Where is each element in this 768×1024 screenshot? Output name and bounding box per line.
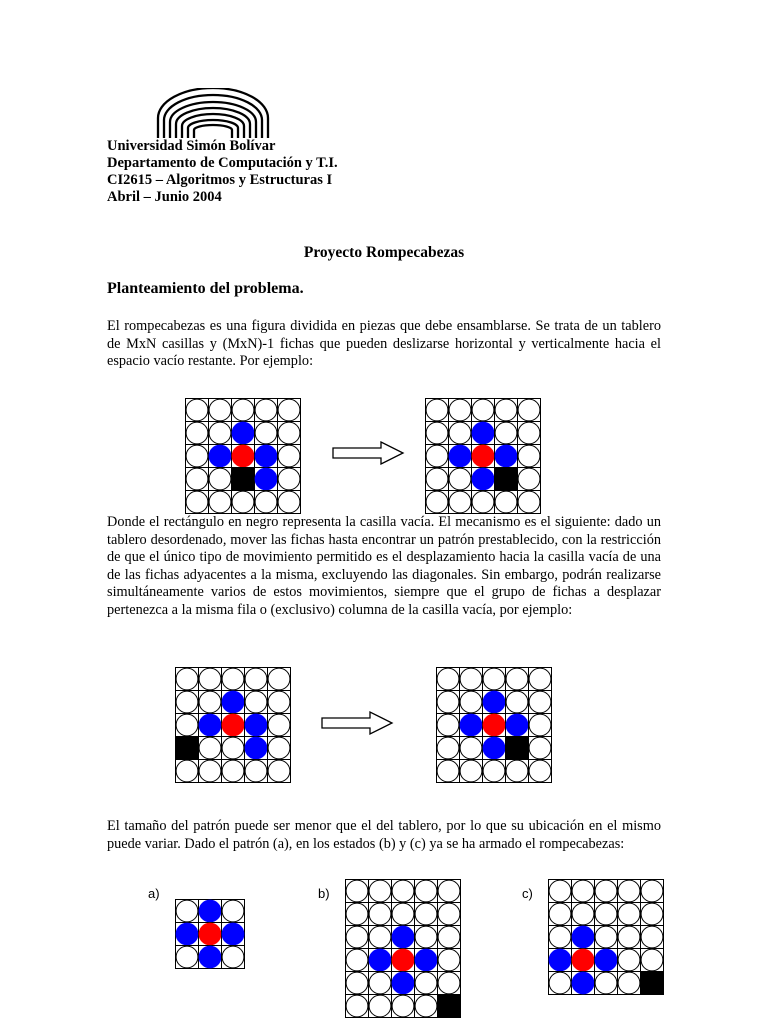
white-piece — [392, 880, 414, 902]
white-piece — [438, 903, 460, 925]
white-piece — [460, 668, 482, 690]
white-piece — [549, 880, 571, 902]
blue-piece — [472, 468, 494, 490]
course-name: CI2615 – Algoritmos y Estructuras I — [107, 172, 333, 188]
arrow-right-icon — [320, 710, 394, 736]
blue-piece — [572, 972, 594, 994]
white-piece — [518, 422, 540, 444]
white-piece — [518, 445, 540, 467]
white-piece — [495, 399, 517, 421]
white-piece — [472, 399, 494, 421]
blue-piece — [506, 714, 528, 736]
white-piece — [529, 760, 551, 782]
white-piece — [369, 880, 391, 902]
white-piece — [518, 468, 540, 490]
white-piece — [369, 972, 391, 994]
white-piece — [618, 903, 640, 925]
white-piece — [415, 880, 437, 902]
white-piece — [278, 468, 300, 490]
white-piece — [255, 491, 277, 513]
white-piece — [641, 926, 663, 948]
white-piece — [369, 995, 391, 1017]
white-piece — [472, 491, 494, 513]
red-piece — [572, 949, 594, 971]
white-piece — [460, 737, 482, 759]
red-piece — [232, 445, 254, 467]
white-piece — [506, 760, 528, 782]
white-piece — [618, 926, 640, 948]
white-piece — [437, 691, 459, 713]
white-piece — [529, 714, 551, 736]
white-piece — [369, 903, 391, 925]
white-piece — [529, 668, 551, 690]
white-piece — [278, 445, 300, 467]
blue-piece — [595, 949, 617, 971]
white-piece — [209, 468, 231, 490]
board-cell — [495, 468, 518, 491]
white-piece — [346, 880, 368, 902]
white-piece — [549, 903, 571, 925]
blue-piece — [199, 946, 221, 968]
blue-piece — [209, 445, 231, 467]
white-piece — [176, 691, 198, 713]
white-piece — [245, 691, 267, 713]
red-piece — [472, 445, 494, 467]
white-piece — [209, 399, 231, 421]
white-piece — [255, 399, 277, 421]
blue-piece — [255, 468, 277, 490]
white-piece — [176, 760, 198, 782]
white-piece — [186, 468, 208, 490]
board-example1-after — [425, 398, 541, 514]
white-piece — [199, 691, 221, 713]
white-piece — [437, 737, 459, 759]
white-piece — [641, 903, 663, 925]
caption-b: b) — [318, 886, 330, 901]
blue-piece — [199, 900, 221, 922]
white-piece — [449, 491, 471, 513]
white-piece — [495, 491, 517, 513]
white-piece — [426, 468, 448, 490]
white-piece — [641, 880, 663, 902]
white-piece — [437, 714, 459, 736]
white-piece — [346, 949, 368, 971]
board-cell — [232, 468, 255, 491]
arrow-right-icon — [331, 440, 405, 466]
board-state-c — [548, 879, 664, 995]
white-piece — [518, 399, 540, 421]
white-piece — [209, 422, 231, 444]
white-piece — [618, 949, 640, 971]
blue-piece — [460, 714, 482, 736]
document-title: Proyecto Rompecabezas — [303, 244, 465, 261]
white-piece — [209, 491, 231, 513]
blue-piece — [483, 737, 505, 759]
white-piece — [595, 880, 617, 902]
white-piece — [222, 946, 244, 968]
section-heading: Planteamiento del problema. — [107, 280, 304, 297]
white-piece — [199, 760, 221, 782]
white-piece — [415, 972, 437, 994]
white-piece — [572, 903, 594, 925]
blue-piece — [222, 923, 244, 945]
white-piece — [268, 691, 290, 713]
white-piece — [572, 880, 594, 902]
red-piece — [392, 949, 414, 971]
white-piece — [176, 900, 198, 922]
white-piece — [426, 445, 448, 467]
board-example2-before — [175, 667, 291, 783]
white-piece — [449, 399, 471, 421]
blue-piece — [245, 714, 267, 736]
white-piece — [438, 926, 460, 948]
white-piece — [222, 668, 244, 690]
blue-piece — [495, 445, 517, 467]
white-piece — [506, 668, 528, 690]
board-cell — [506, 737, 529, 760]
white-piece — [346, 995, 368, 1017]
white-piece — [346, 926, 368, 948]
board-state-b — [345, 879, 461, 1018]
white-piece — [176, 668, 198, 690]
blue-piece — [392, 972, 414, 994]
white-piece — [449, 468, 471, 490]
white-piece — [199, 668, 221, 690]
white-piece — [595, 972, 617, 994]
department-name: Departamento de Computación y T.I. — [107, 155, 338, 171]
white-piece — [483, 668, 505, 690]
blue-piece — [255, 445, 277, 467]
white-piece — [483, 760, 505, 782]
white-piece — [268, 760, 290, 782]
white-piece — [460, 691, 482, 713]
white-piece — [595, 903, 617, 925]
white-piece — [346, 972, 368, 994]
white-piece — [438, 880, 460, 902]
white-piece — [438, 949, 460, 971]
white-piece — [529, 737, 551, 759]
board-cell — [176, 737, 199, 760]
white-piece — [222, 737, 244, 759]
term-dates: Abril – Junio 2004 — [107, 189, 222, 205]
blue-piece — [449, 445, 471, 467]
blue-piece — [549, 949, 571, 971]
white-piece — [232, 399, 254, 421]
white-piece — [641, 949, 663, 971]
paragraph-mechanism: Donde el rectángulo en negro representa la casilla vacía. El mecanismo es el siguiente: dado un tablero desordenado, mover las fichas hasta encontrar un patrón prestablecido, con la restricción de que el único tipo de movimiento permitido es el desplazamiento hacia la casilla vacía de una de las fichas adyacentes a la misma, excluyendo las diagonales. Sin embargo, podrán realizarse simultáneamente varios de estos movimientos, siempre que el grupo de fichas a desplazar pertenezca a la misma fila o (exclusivo) columna de la casilla vacía, por ejemplo: — [107, 514, 661, 618]
blue-piece — [199, 714, 221, 736]
white-piece — [449, 422, 471, 444]
white-piece — [278, 422, 300, 444]
blue-piece — [472, 422, 494, 444]
caption-c: c) — [522, 886, 533, 901]
blue-piece — [176, 923, 198, 945]
white-piece — [232, 491, 254, 513]
white-piece — [278, 491, 300, 513]
white-piece — [346, 903, 368, 925]
white-piece — [392, 903, 414, 925]
white-piece — [245, 760, 267, 782]
white-piece — [529, 691, 551, 713]
board-example2-after — [436, 667, 552, 783]
white-piece — [426, 399, 448, 421]
white-piece — [176, 714, 198, 736]
white-piece — [415, 995, 437, 1017]
white-piece — [186, 399, 208, 421]
board-pattern-a — [175, 899, 245, 969]
white-piece — [415, 926, 437, 948]
red-piece — [222, 714, 244, 736]
white-piece — [392, 995, 414, 1017]
white-piece — [549, 972, 571, 994]
usb-arches-logo-icon — [150, 88, 276, 140]
paragraph-intro: El rompecabezas es una figura dividida en piezas que debe ensamblarse. Se trata de un tablero de MxN casillas y (MxN)-1 fichas que pueden deslizarse horizontal y verticalmente hacia el espacio vacío restante. Por ejemplo: — [107, 318, 661, 370]
white-piece — [222, 900, 244, 922]
caption-a: a) — [148, 886, 160, 901]
white-piece — [438, 972, 460, 994]
board-example1-before — [185, 398, 301, 514]
white-piece — [437, 760, 459, 782]
white-piece — [549, 926, 571, 948]
blue-piece — [483, 691, 505, 713]
white-piece — [268, 714, 290, 736]
white-piece — [186, 422, 208, 444]
white-piece — [426, 422, 448, 444]
white-piece — [506, 691, 528, 713]
white-piece — [268, 668, 290, 690]
blue-piece — [392, 926, 414, 948]
white-piece — [437, 668, 459, 690]
white-piece — [222, 760, 244, 782]
university-name: Universidad Simón Bolívar — [107, 138, 276, 154]
white-piece — [495, 422, 517, 444]
white-piece — [518, 491, 540, 513]
white-piece — [186, 491, 208, 513]
white-piece — [369, 926, 391, 948]
white-piece — [255, 422, 277, 444]
board-cell — [641, 972, 664, 995]
white-piece — [268, 737, 290, 759]
white-piece — [176, 946, 198, 968]
blue-piece — [415, 949, 437, 971]
white-piece — [618, 880, 640, 902]
white-piece — [426, 491, 448, 513]
white-piece — [595, 926, 617, 948]
blue-piece — [232, 422, 254, 444]
blue-piece — [572, 926, 594, 948]
white-piece — [278, 399, 300, 421]
white-piece — [199, 737, 221, 759]
white-piece — [415, 903, 437, 925]
white-piece — [186, 445, 208, 467]
red-piece — [199, 923, 221, 945]
white-piece — [460, 760, 482, 782]
blue-piece — [245, 737, 267, 759]
paragraph-pattern: El tamaño del patrón puede ser menor que el del tablero, por lo que su ubicación en el mismo puede variar. Dado el patrón (a), en los estados (b) y (c) ya se ha armado el rompecabezas: — [107, 818, 661, 852]
white-piece — [245, 668, 267, 690]
blue-piece — [222, 691, 244, 713]
white-piece — [618, 972, 640, 994]
blue-piece — [369, 949, 391, 971]
board-cell — [438, 995, 461, 1018]
red-piece — [483, 714, 505, 736]
